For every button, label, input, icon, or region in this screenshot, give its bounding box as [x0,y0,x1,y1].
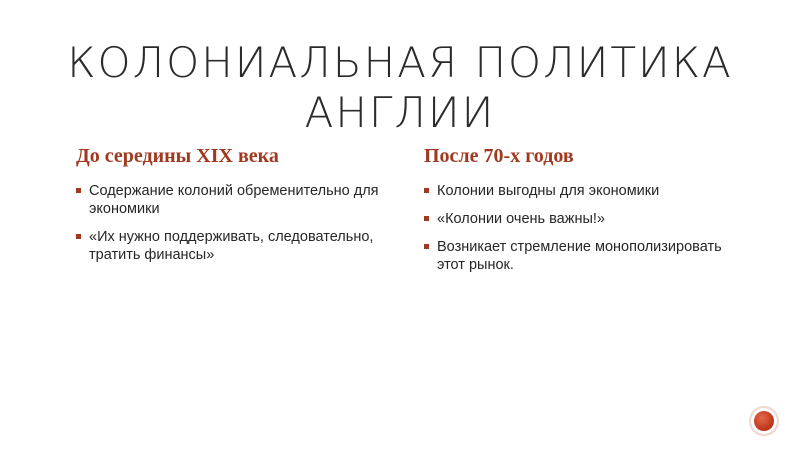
list-item [76,228,396,264]
list-item-text: Колонии выгодны для экономики [437,183,660,199]
square-bullet-icon [424,188,429,193]
list-item [424,182,744,200]
right-column-heading: После 70-х годов [424,145,574,167]
list-item [76,182,396,218]
slide-title [40,38,760,138]
list-item-text: «Колонии очень важны!» [437,211,605,227]
title-line-1: КОЛОНИАЛЬНАЯ ПОЛИТИКА [67,38,733,87]
slide-nav-button[interactable] [751,408,777,434]
left-bullet-list [76,182,396,264]
square-bullet-icon [424,216,429,221]
left-column [76,142,396,274]
list-item [424,238,744,274]
square-bullet-icon [424,244,429,249]
right-column [424,142,744,284]
square-bullet-icon [76,188,81,193]
list-item [424,210,744,228]
right-bullet-list [424,182,744,274]
left-column-heading: До середины XIX века [76,145,279,167]
list-item-text: Возникает стремление монополизировать этот рынок. [437,239,722,273]
list-item-text: «Их нужно поддерживать, следовательно, тратить финансы» [89,229,374,263]
circle-icon [754,411,774,431]
title-line-2: АНГЛИИ [304,88,496,137]
square-bullet-icon [76,234,81,239]
list-item-text: Содержание колоний обременительно для экономики [89,183,379,217]
